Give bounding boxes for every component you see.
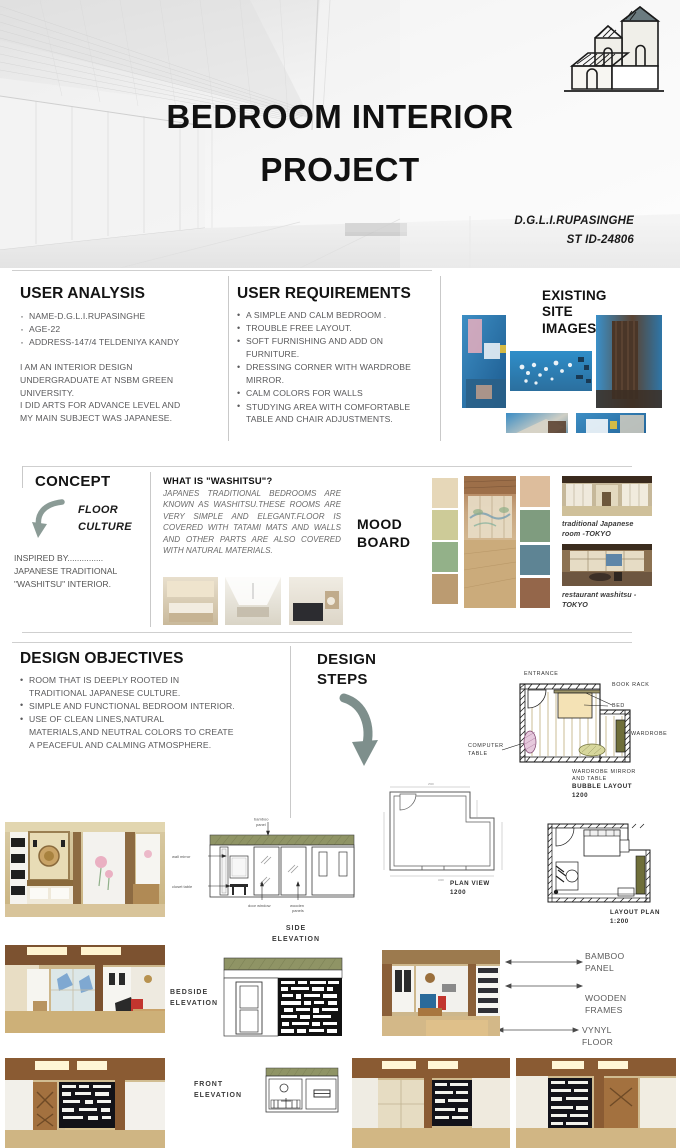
caption-scale: 1:200 xyxy=(610,917,629,925)
caption-title: LAYOUT PLAN xyxy=(610,909,661,916)
caption-line: traditional Japanese xyxy=(562,519,634,528)
big-curved-arrow-icon xyxy=(330,692,402,770)
paragraph-line: MY MAIN SUBJECT WAS JAPANESE. xyxy=(20,413,173,424)
list-item: • DRESSING CORNER WITH WARDROBE MIRROR. xyxy=(237,361,433,386)
svg-text:ENTRANCE: ENTRANCE xyxy=(524,671,559,677)
concept-inspired-text xyxy=(14,552,164,591)
inspired-line: JAPANESE TRADITIONAL xyxy=(14,566,118,577)
site-photo-collage xyxy=(460,295,664,433)
tagline-line: CULTURE xyxy=(78,520,132,533)
washitsu-reference-photos xyxy=(163,577,343,625)
list-item: • USE OF CLEAN LINES,NATURAL MATERIALS,AND NEUTRAL COLORS TO CREATE A PEACEFUL AND CALMING ATMOSPHERE. xyxy=(20,713,235,751)
page-title xyxy=(0,90,680,197)
list-item: • ROOM THAT IS DEEPLY ROOTED IN TRADITIONAL JAPANESE CULTURE. xyxy=(20,674,235,699)
divider-design-mid xyxy=(290,646,291,818)
caption-line: SIDE xyxy=(285,925,307,932)
svg-text:BED: BED xyxy=(612,703,625,709)
callout-vynyl-floor: VYNYL FLOOR xyxy=(582,1025,614,1047)
user-analysis-block xyxy=(20,285,220,425)
caption-line: restaurant washitsu - xyxy=(562,590,637,599)
render-photo-annotated xyxy=(382,950,500,1036)
inspired-line: "WASHITSU" INTERIOR. xyxy=(14,579,111,590)
heading-line: STEPS xyxy=(317,670,368,688)
design-objectives-heading: DESIGN OBJECTIVES xyxy=(20,650,184,667)
color-swatch xyxy=(432,510,458,540)
mood-photo-restaurant-washitsu xyxy=(562,544,652,586)
caption-line: FRONT xyxy=(194,1081,224,1088)
bubble-layout-drawing xyxy=(466,662,680,782)
concept-tagline xyxy=(78,502,132,535)
layout-plan-drawing xyxy=(522,812,672,912)
divider-design-top xyxy=(12,642,632,643)
curved-arrow-icon xyxy=(28,498,74,540)
bedside-elevation-caption xyxy=(170,988,218,1010)
divider-concept-bottom xyxy=(22,632,632,633)
section-user xyxy=(0,268,680,460)
divider-concept-mid xyxy=(150,472,151,627)
color-swatch xyxy=(520,510,550,542)
heading-line: MOOD xyxy=(357,516,403,532)
side-elevation-diagram xyxy=(172,818,362,943)
svg-text:2500: 2500 xyxy=(428,783,434,786)
caption-line: BEDSIDE xyxy=(170,989,209,996)
bedside-elevation-drawing xyxy=(222,954,346,1044)
concept-heading: CONCEPT xyxy=(35,473,111,490)
layout-plan-caption xyxy=(610,909,660,927)
svg-text:closet table: closet table xyxy=(172,884,193,889)
mood-caption-2 xyxy=(562,590,636,609)
caption-line: ELEVATION xyxy=(272,935,321,943)
color-swatch xyxy=(432,574,458,604)
callout-line: WOODEN xyxy=(585,993,627,1003)
inspired-line: INSPIRED BY............... xyxy=(14,553,104,563)
svg-text:BOOK RACK: BOOK RACK xyxy=(612,682,650,688)
mood-photo-traditional-room xyxy=(562,476,652,516)
user-requirements-list xyxy=(237,309,433,426)
list-item: · NAME-D.G.L.I.RUPASINGHE xyxy=(20,310,220,323)
bubble-layout-caption xyxy=(572,783,632,801)
color-swatch xyxy=(520,545,550,575)
divider-top-left xyxy=(12,270,432,271)
heading-line: DESIGN xyxy=(317,651,377,668)
plan-view-caption xyxy=(450,880,490,898)
caption-line: TOKYO xyxy=(562,599,588,609)
house-logo-icon xyxy=(560,4,664,100)
mood-board-heading xyxy=(357,515,410,551)
svg-text:door window: door window xyxy=(248,903,271,908)
render-photo-bedroom-2 xyxy=(5,945,165,1033)
heading-line: SITE xyxy=(542,304,573,320)
svg-text:AND TABLE: AND TABLE xyxy=(572,776,607,782)
svg-text:3200: 3200 xyxy=(438,879,444,882)
svg-text:panels: panels xyxy=(292,908,304,913)
render-photo-bedroom-1 xyxy=(5,822,165,917)
caption-line: ELEVATION xyxy=(170,999,219,1007)
user-analysis-heading: USER ANALYSIS xyxy=(20,285,146,302)
caption-line: ELEVATION xyxy=(194,1091,243,1099)
color-swatch xyxy=(432,478,458,508)
divider-concept-left xyxy=(22,466,23,488)
caption-title: PLAN VIEW xyxy=(450,880,490,887)
user-requirements-heading: USER REQUIREMENTS xyxy=(237,285,411,302)
washitsu-heading: WHAT IS "WASHITSU"? xyxy=(163,475,273,486)
divider-concept-top xyxy=(22,466,632,467)
paragraph-line: I AM AN INTERIOR DESIGN xyxy=(20,362,133,373)
paragraph-line: I DID ARTS FOR ADVANCE LEVEL AND xyxy=(20,400,181,411)
user-analysis-paragraph xyxy=(20,361,220,425)
layout-plan-diagram xyxy=(522,812,672,925)
plan-view-drawing xyxy=(382,782,510,886)
design-objectives-list xyxy=(20,674,235,751)
washitsu-block xyxy=(163,475,341,557)
washitsu-text: JAPANES TRADITIONAL BEDROOMS ARE KNOWN AS WASHITSU.THESE ROOMS ARE VERY SIMPLE AND ELEGANT.FLOOR IS COVERED WITH TATAMI MATS AND WALLS AND OTHER PARTS ARE ALSO COVERED WITH NATURAL MATERIALS. xyxy=(163,489,341,556)
svg-text:wall mirror: wall mirror xyxy=(172,854,191,859)
author-credit xyxy=(514,212,634,250)
front-elevation-caption xyxy=(194,1080,242,1102)
callout-line: BAMBOO xyxy=(585,951,625,961)
callout-line: PANEL xyxy=(585,962,615,973)
design-objectives-block xyxy=(20,650,235,752)
divider-vertical-2 xyxy=(440,276,441,441)
author-name: D.G.L.I.RUPASINGHE xyxy=(514,215,634,227)
section-concept xyxy=(0,462,680,638)
color-swatch xyxy=(432,542,458,572)
list-item: • A SIMPLE AND CALM BEDROOM . xyxy=(237,309,433,322)
render-photo-bedroom-5 xyxy=(516,1058,676,1148)
callout-line: FRAMES xyxy=(585,1004,623,1015)
side-elevation-drawing xyxy=(172,818,362,918)
user-analysis-facts xyxy=(20,310,220,349)
list-item: · ADDRESS-147/4 TELDENIYA KANDY xyxy=(20,336,220,349)
callout-wooden-frames xyxy=(585,993,626,1016)
list-item: • TROUBLE FREE LAYOUT. xyxy=(237,322,433,335)
list-item: • SOFT FURNISHING AND ADD ON FURNITURE. xyxy=(237,335,433,360)
front-elevation-drawing xyxy=(264,1064,342,1120)
student-id: ST ID-24806 xyxy=(566,233,634,246)
paragraph-line: UNDERGRADUATE AT NSBM GREEN xyxy=(20,374,174,385)
caption-scale: 1200 xyxy=(572,791,589,799)
render-photo-bedroom-3 xyxy=(5,1058,165,1148)
svg-text:WARDROBE: WARDROBE xyxy=(631,731,668,737)
color-swatch xyxy=(520,476,550,507)
design-steps-heading xyxy=(317,650,376,689)
svg-text:TABLE: TABLE xyxy=(468,751,488,757)
side-elevation-caption xyxy=(272,924,320,946)
title-line-2: PROJECT xyxy=(260,151,420,189)
paragraph-line: UNIVERSITY. xyxy=(20,387,75,398)
bubble-layout-diagram xyxy=(466,662,680,799)
user-requirements-block xyxy=(237,285,433,426)
list-item: • STUDYING AREA WITH COMFORTABLE TABLE AND CHAIR ADJUSTMENTS. xyxy=(237,401,433,426)
mood-caption-1 xyxy=(562,519,634,538)
heading-line: BOARD xyxy=(357,534,411,551)
hero-banner xyxy=(0,0,680,268)
title-line-1: BEDROOM INTERIOR xyxy=(166,98,514,135)
divider-vertical-1 xyxy=(228,276,229,441)
heading-line: IMAGES xyxy=(542,320,597,336)
caption-scale: 1200 xyxy=(450,888,467,896)
svg-text:COMPUTER: COMPUTER xyxy=(468,743,504,749)
svg-text:panel: panel xyxy=(256,822,266,827)
svg-text:WARDROBE MIRROR: WARDROBE MIRROR xyxy=(572,769,636,775)
color-swatch xyxy=(520,578,550,608)
mood-board-main-image xyxy=(464,476,516,608)
list-item: • SIMPLE AND FUNCTIONAL BEDROOM INTERIOR. xyxy=(20,700,235,713)
tagline-line: FLOOR xyxy=(78,504,118,516)
plan-view-diagram xyxy=(382,782,510,896)
caption-title: BUBBLE LAYOUT xyxy=(572,783,633,790)
render-photo-bedroom-4 xyxy=(352,1058,510,1148)
caption-line: room -TOKYO xyxy=(562,528,611,538)
list-item: · AGE-22 xyxy=(20,323,220,336)
svg-text:bamboo: bamboo xyxy=(254,818,269,822)
list-item: • CALM COLORS FOR WALLS xyxy=(237,387,433,400)
svg-text:wooden: wooden xyxy=(290,903,305,908)
callout-bamboo-panel xyxy=(585,951,625,974)
heading-line: EXISTING xyxy=(542,288,607,303)
